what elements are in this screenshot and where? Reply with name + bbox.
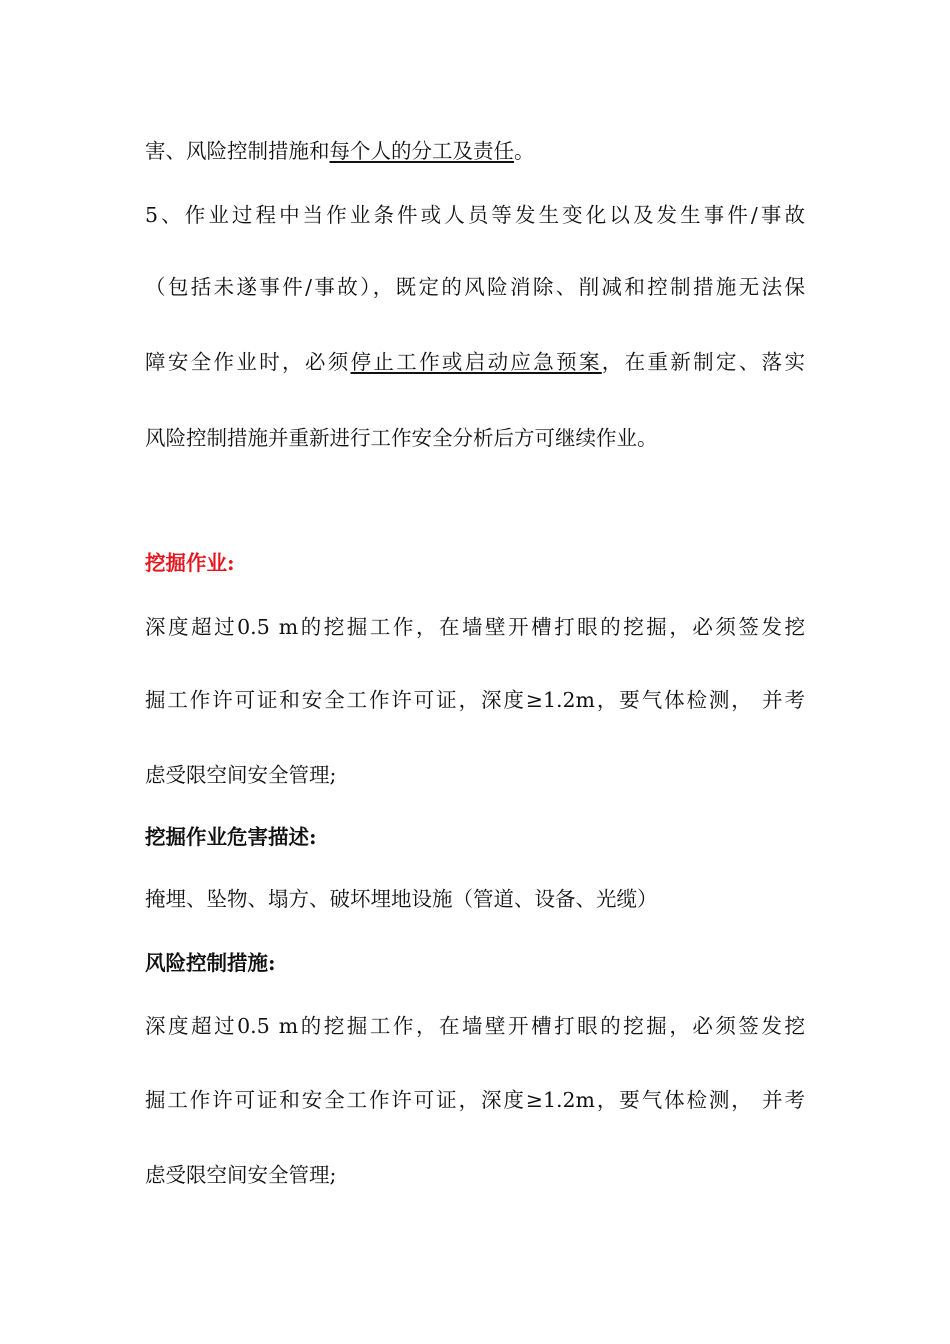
hazard-title: 挖掘作业危害描述: xyxy=(145,825,317,849)
intro-line-1-text: 害、风险控制措施和 xyxy=(145,139,330,163)
control-title: 风险控制措施: xyxy=(145,951,276,975)
underlined-stop-work: 停止工作或启动应急预案 xyxy=(350,350,602,374)
control-line-1: 深度超过0.5 m的挖掘工作，在墙壁开槽打眼的挖掘，必须签发挖 xyxy=(145,1014,805,1038)
underlined-responsibility: 每个人的分工及责任 xyxy=(329,139,514,163)
item-5-line-3 xyxy=(145,347,805,377)
control-line-3: 虑受限空间安全管理; xyxy=(145,1163,337,1187)
item-5-line-4: 风险控制措施并重新进行工作安全分析后方可继续作业。 xyxy=(145,426,658,450)
item-5-line-2: （包括未遂事件/事故），既定的风险消除、削减和控制措施无法保 xyxy=(145,275,805,299)
excavation-para-line-1: 深度超过0.5 m的挖掘工作，在墙壁开槽打眼的挖掘，必须签发挖 xyxy=(145,615,805,639)
intro-line-1-end: 。 xyxy=(514,139,535,163)
item-5-line-3-end: ，在重新制定、落实 xyxy=(601,350,806,374)
item-5-line-3-text: 障安全作业时，必须 xyxy=(145,350,351,374)
intro-line-1 xyxy=(145,136,535,166)
excavation-title: 挖掘作业: xyxy=(145,551,235,575)
item-5-line-1: 5、作业过程中当作业条件或人员等发生变化以及发生事件/事故 xyxy=(145,203,805,227)
control-line-2: 掘工作许可证和安全工作许可证，深度≥1.2m，要气体检测， 并考 xyxy=(145,1088,805,1112)
hazard-text: 掩埋、坠物、塌方、破坏埋地设施（管道、设备、光缆） xyxy=(145,887,658,911)
excavation-para-line-2: 掘工作许可证和安全工作许可证，深度≥1.2m，要气体检测， 并考 xyxy=(145,688,805,712)
excavation-para-line-3: 虑受限空间安全管理; xyxy=(145,763,337,787)
